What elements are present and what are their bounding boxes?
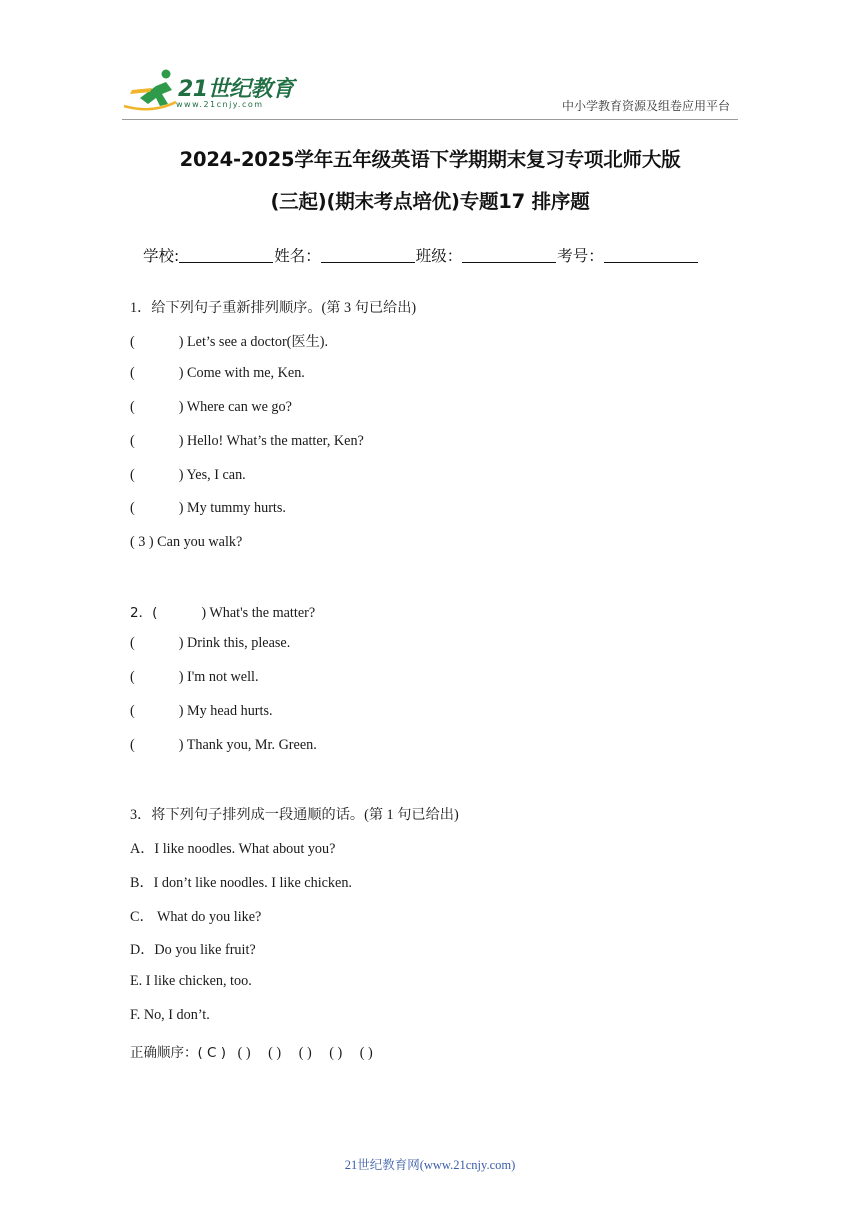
- q1-item: ( ) Where can we go?: [130, 399, 292, 415]
- student-info-row: [143, 244, 699, 266]
- answer-label: 正确顺序：( C ): [130, 1045, 227, 1061]
- q1-item: ( ) Yes, I can.: [130, 467, 246, 483]
- q3-instruction: 3．将下列句子排列成一段通顺的话。(第 1 句已给出): [130, 807, 459, 823]
- q3-option: B．I don’t like noodles. I like chicken.: [130, 875, 352, 891]
- q3-option: A．I like noodles. What about you?: [130, 841, 336, 857]
- q1-item: ( ) Hello! What’s the matter, Ken?: [130, 433, 364, 449]
- q3-option: F. No, I don’t.: [130, 1007, 210, 1023]
- number-label: 考号：: [557, 247, 604, 265]
- school-label: 学校:: [143, 247, 180, 265]
- q3-option: E. I like chicken, too.: [130, 973, 252, 989]
- q3-option: C． What do you like?: [130, 909, 262, 925]
- q2-item: ( ) I'm not well.: [130, 669, 259, 685]
- answer-blank[interactable]: ( ): [359, 1045, 373, 1061]
- document-title-line1: 2024-2025学年五年级英语下学期期末复习专项北师大版: [179, 148, 681, 171]
- answer-blank[interactable]: ( ): [329, 1045, 343, 1061]
- q1-instruction: 1．给下列句子重新排列顺序。(第 3 句已给出): [130, 300, 417, 316]
- header-divider: [122, 119, 738, 120]
- q2-item: ( ) My head hurts.: [130, 703, 273, 719]
- q3-option: D．Do you like fruit?: [130, 942, 256, 958]
- answer-blank[interactable]: ( ): [298, 1045, 312, 1061]
- q3-answer-row: [130, 1041, 373, 1062]
- q2-first: 2．( ) What's the matter?: [130, 605, 316, 621]
- platform-tagline: 中小学教育资源及组卷应用平台: [561, 99, 730, 113]
- name-label: 姓名：: [274, 247, 321, 265]
- document-title-line2: (三起)(期末考点培优)专题17 排序题: [270, 190, 590, 213]
- page-header: [0, 0, 860, 130]
- logo-url: www.21cnjy.com: [176, 100, 264, 109]
- class-label: 班级：: [415, 247, 463, 265]
- name-field[interactable]: [321, 247, 415, 263]
- q1-item: ( ) My tummy hurts.: [130, 500, 286, 516]
- q1-given: ( 3 ) Can you walk?: [130, 534, 243, 550]
- logo-text: 21世纪教育: [178, 77, 294, 102]
- number-field[interactable]: [604, 247, 698, 263]
- class-field[interactable]: [462, 247, 556, 263]
- q1-item: ( ) Come with me, Ken.: [130, 365, 305, 381]
- answer-blank[interactable]: ( ): [268, 1045, 282, 1061]
- q2-item: ( ) Drink this, please.: [130, 635, 291, 651]
- q2-item: ( ) Thank you, Mr. Green.: [130, 737, 317, 753]
- page-footer[interactable]: 21世纪教育网(www.21cnjy.com): [344, 1158, 516, 1172]
- q1-item: ( ) Let’s see a doctor(医生).: [130, 334, 329, 350]
- answer-blank[interactable]: ( ): [237, 1045, 251, 1061]
- school-field[interactable]: [179, 247, 273, 263]
